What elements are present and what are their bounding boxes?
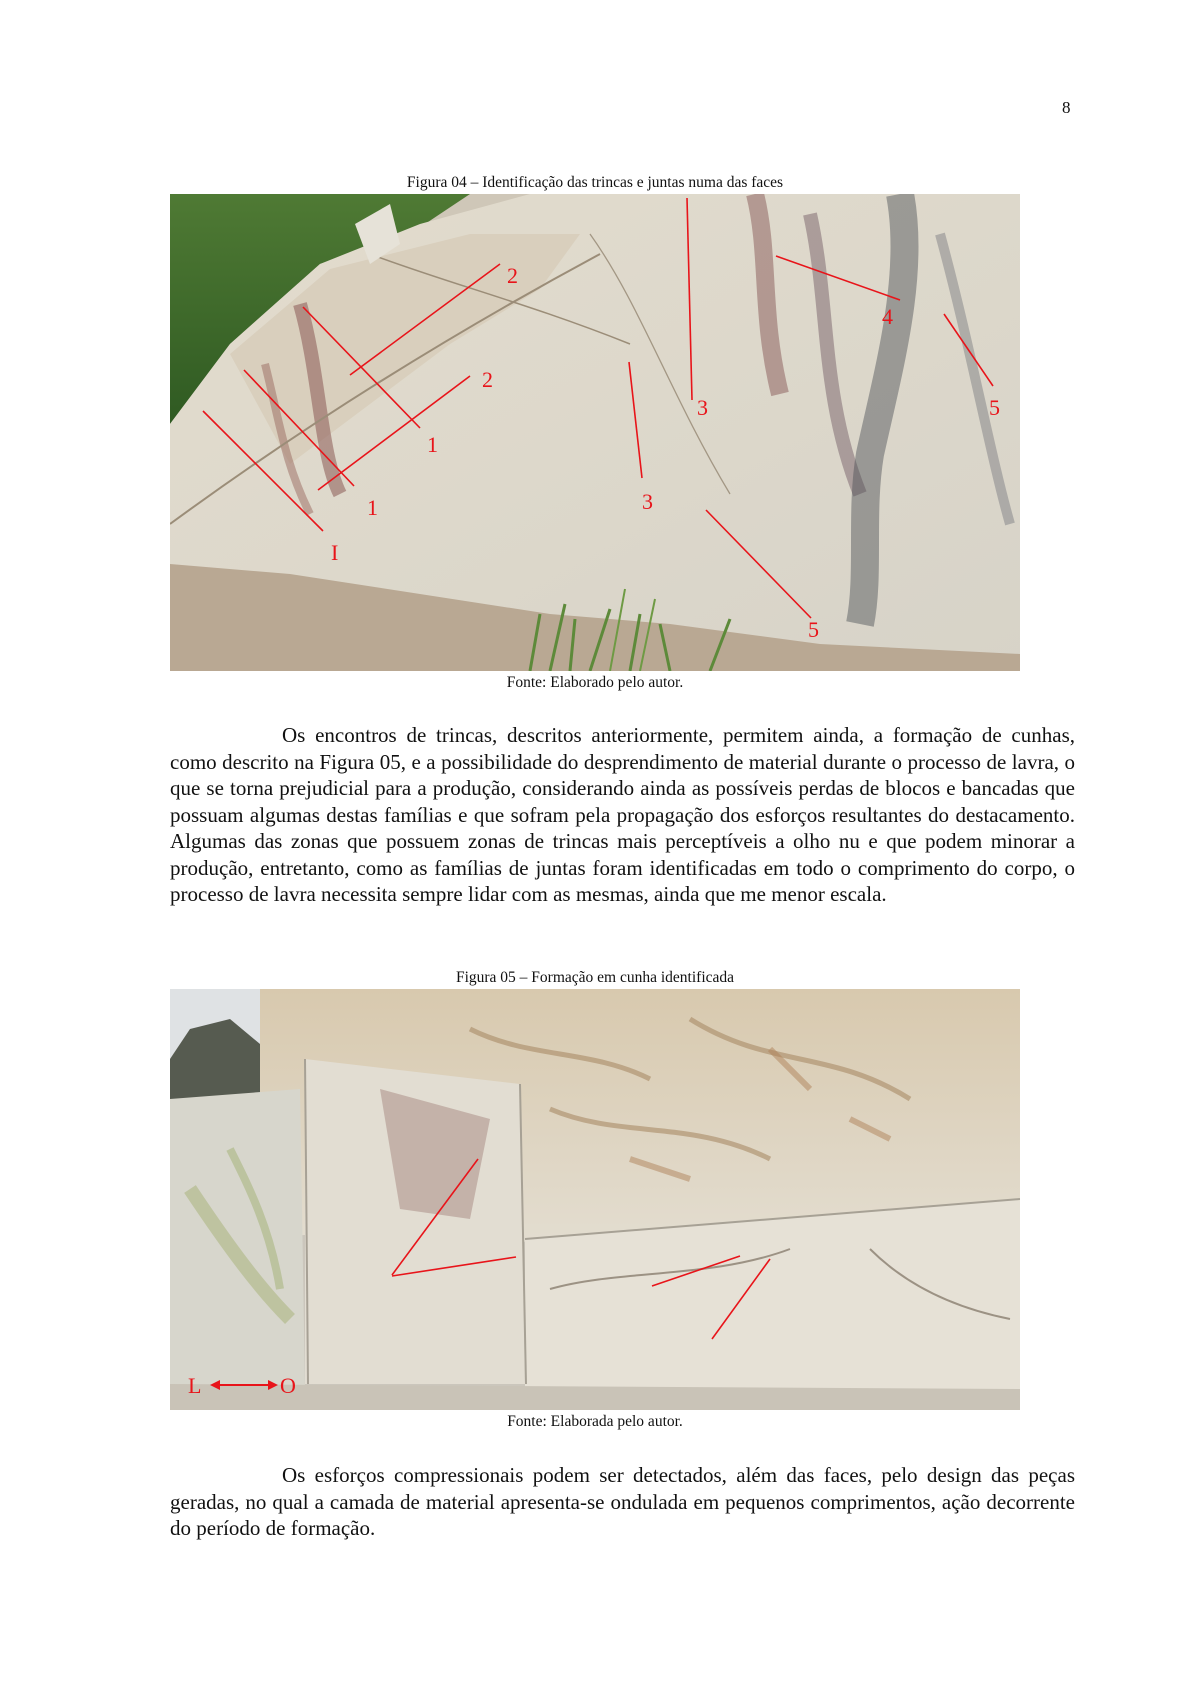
- crack-label: 4: [882, 304, 893, 329]
- figure-05-photo: [170, 989, 1020, 1410]
- page-number: 8: [1062, 98, 1071, 117]
- crack-label: 2: [507, 263, 518, 288]
- crack-label: 2: [482, 367, 493, 392]
- crack-label: 1: [427, 432, 438, 457]
- body-paragraph-2: Os esforços compressionais podem ser detectados, além das faces, pelo design das peças geradas, no qual a camada de material apresenta-se ondulada em pequenos comprimentos, ação decorrente do período de formação.: [170, 1463, 1075, 1540]
- figure-05-caption: Figura 05 – Formação em cunha identificada: [455, 969, 735, 986]
- crack-label: 5: [989, 395, 1000, 420]
- body-paragraph-1: Os encontros de trincas, descritos anteriormente, permitem ainda, a formação de cunhas, como descrito na Figura 05, e a possibilidade do desprendimento de material durante o processo de lavra, o que se torna prejudicial para a produção, considerando ainda as possíveis perdas de blocos e bancadas que possuam algumas destas famílias e que sofram pela propagação dos esforços resultantes do destacamento. Algumas das zonas que possuem zonas de trincas mais perceptíveis a olho nu e que podem minorar a produção, entretanto, como as famílias de juntas foram identificadas em todo o comprimento do corpo, o processo de lavra necessita sempre lidar com as mesmas, ainda que me menor escala.: [170, 723, 1075, 906]
- figure-05-source: Fonte: Elaborada pelo autor.: [507, 1413, 683, 1430]
- figure-04-caption: Figura 04 – Identificação das trincas e juntas numa das faces: [406, 174, 784, 191]
- crack-label: 1: [367, 495, 378, 520]
- figure-04-source: Fonte: Elaborado pelo autor.: [506, 674, 684, 691]
- crack-label: 3: [642, 489, 653, 514]
- crack-label: 3: [697, 395, 708, 420]
- crack-label: 5: [808, 617, 819, 642]
- figure-04-photo: [170, 194, 1020, 671]
- crack-label: I: [331, 540, 339, 565]
- orientation-label-right: O: [280, 1373, 296, 1398]
- orientation-label-left: L: [188, 1373, 202, 1398]
